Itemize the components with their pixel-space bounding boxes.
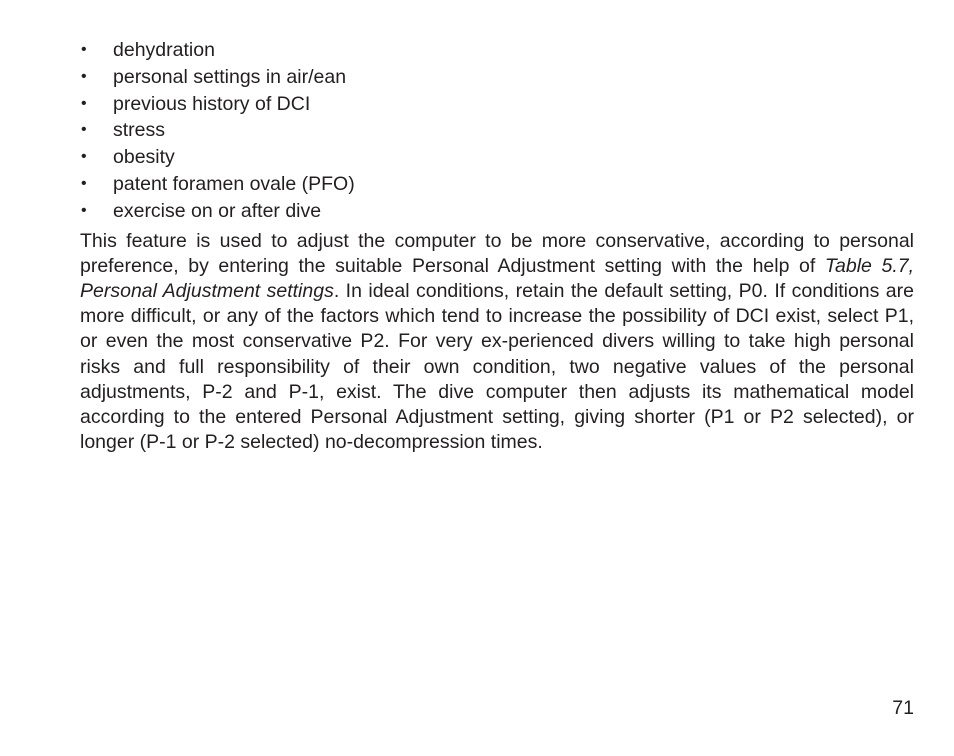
page-content	[80, 37, 914, 455]
bullet-icon: •	[81, 67, 87, 85]
list-item	[80, 171, 914, 198]
list-item	[80, 64, 914, 91]
list-item-text: previous history of DCI	[113, 92, 311, 115]
paragraph-text-end: . In ideal conditions, retain the default setting, P0. If conditions are more difficult, or any of the factors which tend to increase the possibility of DCI exist, select P1, or even the most conservative P2. For very ex-perienced divers willing to take high personal risks and full responsibility of their own condition, two negative values of the personal adjustments, P-2 and P-1, exist. The dive computer then adjusts its mathematical model according to the entered Personal Adjustment setting, giving shorter (P1 or P2 selected), or longer (P-1 or P-2 selected) no-decompression times.	[80, 279, 914, 454]
page-number: 71	[892, 697, 914, 719]
list-item	[80, 91, 914, 118]
bullet-icon: •	[81, 94, 87, 112]
list-item-text: dehydration	[113, 39, 215, 61]
list-item	[80, 117, 914, 144]
risk-factor-list	[80, 37, 914, 225]
list-item-text: patent foramen ovale (PFO)	[113, 172, 355, 195]
bullet-icon: •	[81, 201, 87, 219]
list-item-text: stress	[113, 119, 166, 142]
list-item	[80, 37, 914, 64]
list-item	[80, 198, 914, 225]
bullet-icon: •	[81, 148, 87, 166]
bullet-icon: •	[81, 41, 87, 58]
table-reference: Table 5.7, Personal Adjustment settings	[80, 254, 914, 302]
bullet-icon: •	[81, 121, 87, 139]
list-item-text: exercise on or after dive	[113, 199, 322, 222]
list-item	[80, 144, 914, 171]
bullet-icon: •	[81, 174, 87, 192]
list-item-text: obesity	[113, 146, 175, 169]
list-item-text: personal settings in air/ean	[113, 65, 347, 88]
body-paragraph	[80, 229, 914, 456]
paragraph-text-start: This feature is used to adjust the computer to be more conservative, according to personal preference, by entering the suitable Personal Adjustment setting with the help of	[80, 229, 914, 277]
